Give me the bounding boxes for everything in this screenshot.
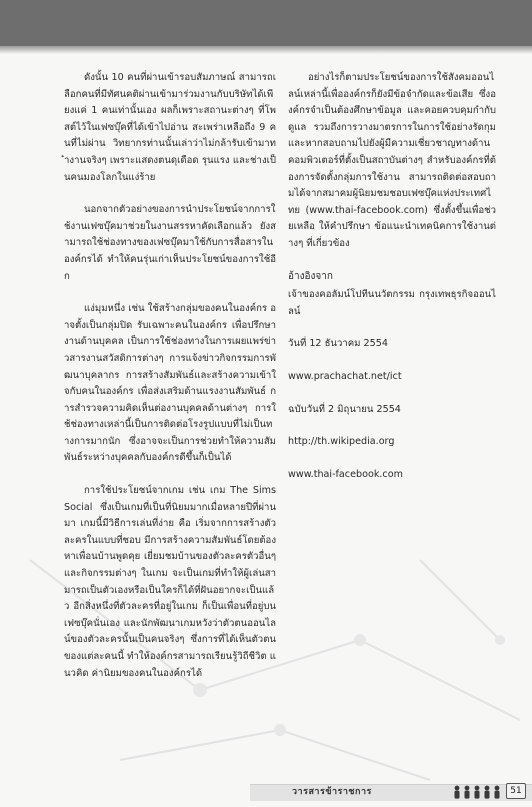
page-number: 51 (506, 783, 526, 799)
reference-item: www.prachachat.net/ict (288, 370, 402, 382)
left-text-column (64, 70, 276, 698)
right-text-column (288, 70, 496, 499)
reference-item: ฉบับวันที่ 2 มิถุนายน 2554 (288, 403, 401, 415)
paragraph: นอกจากตัวอย่างของการนำประโยชน์จากการใช้งานเฟซบุ๊คมาช่วยในงานสรรหาคัดเลือกแล้ว ยังสามารถใช้ช่องทางของเฟซบุ๊คมาใช้กับการสื่อสารในองค์กรได้ ทำให้คนรุ่นเก่าเห็นประโยชน์ของการใช้อีก (64, 204, 276, 282)
reference-item: วันที่ 12 ธันวาคม 2554 (288, 338, 388, 350)
reference-item: เจ้าของคอลัมน์โปทีนนวัตกรรม กรุงเทพธุรกิจออนไลน์ (288, 289, 496, 317)
people-icon (452, 785, 504, 799)
journal-title: วารสารข้าราชการ (292, 787, 372, 797)
paragraph: การใช้ประโยชน์จากเกม เช่น เกม The Sims Social ซึ่งเป็นเกมที่เป็นที่นิยมมากเมื่อหลายปีที่ผ่านมา เกมนี้มีวิธีการเล่นที่ง่าย คือ เริ่มจากการสร้างตัวละครในแบบที่ชอบ มีการสร้างความสัมพันธ์โดยต้องหาเพื่อนบ้านพูดคุย เยี่ยมชมบ้านของตัวละครตัวอื่นๆ และกิจกรรมต่างๆ ในเกม จะเป็นเกมที่ทำให้ผู้เล่นสามารถเป็นตัวเองหรือเป็นใครก็ได้ที่ฝันอยากจะเป็นแล้ว อีกสิ่งหนึ่งที่ตัวละครที่อยู่ในเกม ก็เป็นเพื่อนที่อยู่บนเฟซบุ๊คนั่นเอง และนักพัฒนาเกมหวังว่าตัวตนออนไลน์ของตัวละครนั้นเป็นคนจริงๆ ซึ่งการที่ได้เห็นตัวตนของแต่ละคนนี้ ทำให้องค์กรสามารถเรียนรู้วิถีชีวิต แนวคิด ค่านิยมของคนในองค์กรได้ (64, 485, 276, 679)
references-heading: อ้างอิงจาก (288, 270, 333, 282)
page-footer (0, 781, 532, 807)
paragraph: อย่างไรก็ตามประโยชน์ของการใช้สังคมออนไลน์เหล่านี้เพื่อองค์กรก็ยังมีข้อจำกัดและข้อเสีย ซึ่งองค์กรจำเป็นต้องศึกษาข้อมูล และคอยควบคุมกำกับดูแล รวมถึงการวางมาตรการในการใช้อย่างรัดกุม และหากสอบถามไปยังผู้มีความเชี่ยวชาญทางด้านคอมพิวเตอร์ที่ตั้งเป็นสถาบันต่างๆ สำหรับองค์กรที่ต้องการจัดตั้งกลุ่มการใช้งาน สามารถติดต่อสอบถามได้จากสมาคมผู้นิยมชมชอบเฟซบุ๊คแห่งประเทศไทย (www.thai-facebook.com) ซึ่งตั้งขึ้นเพื่อช่วยเหลือ ให้คำปรึกษา ข้อแนะนำเทคนิคการใช้งานต่างๆ ที่เกี่ยวข้อง (288, 72, 496, 249)
paragraph: แง่มุมหนึ่ง เช่น ใช้สร้างกลุ่มของคนในองค์กร อาจตั้งเป็นกลุ่มปิด รับเฉพาะคนในองค์กร เพื่อปรึกษางานด้านบุคคล เป็นการใช้ช่องทางในการเผยแพร่ข่าวสารงานสวัสดิการต่างๆ การแจ้งข่าวกิจกรรมการพัฒนาบุคลากร การสร้างสัมพันธ์และสร้างความเข้าใจกับคนในองค์กร เพื่อส่งเสริมด้านแรงงานสัมพันธ์ การสำรวจความคิดเห็นต่องานบุคคลด้านต่างๆ การใช้ช่องทางเหล่านี้เป็นการติดต่อโรงรูปแบบที่ไม่เป็นทางการมากนัก ซึ่งอาจจะเป็นการช่วยทำให้ความสัมพันธ์ระหว่างบุคคลกับองค์กรดีขึ้นก็เป็นได้ (64, 303, 276, 464)
reference-item: http://th.wikipedia.org (288, 436, 395, 448)
paragraph: ดังนั้น 10 คนที่ผ่านเข้ารอบสัมภาษณ์ สามารถเลือกคนที่มีทัศนคติผ่านเข้ามาร่วมงานกับบริษัทได้เพียงแค่ 1 คนเท่านั้นเอง ผลก็เพราะสถานะต่างๆ ที่โพสต์ไว้ในเฟซบุ๊คที่ได้เข้าไปอ่าน สะเพร่าเหลือถึง 9 คนที่ไม่ผ่าน วิทยากรท่านนั้นเล่าว่าไม่กล้ารับเข้ามาทำงานจริงๆ เพราะแสดงตนดุเดือด รุนแรง และช่างเป็นคนมองโลกในแง่ร้าย (64, 72, 276, 183)
reference-item: www.thai-facebook.com (288, 468, 403, 480)
